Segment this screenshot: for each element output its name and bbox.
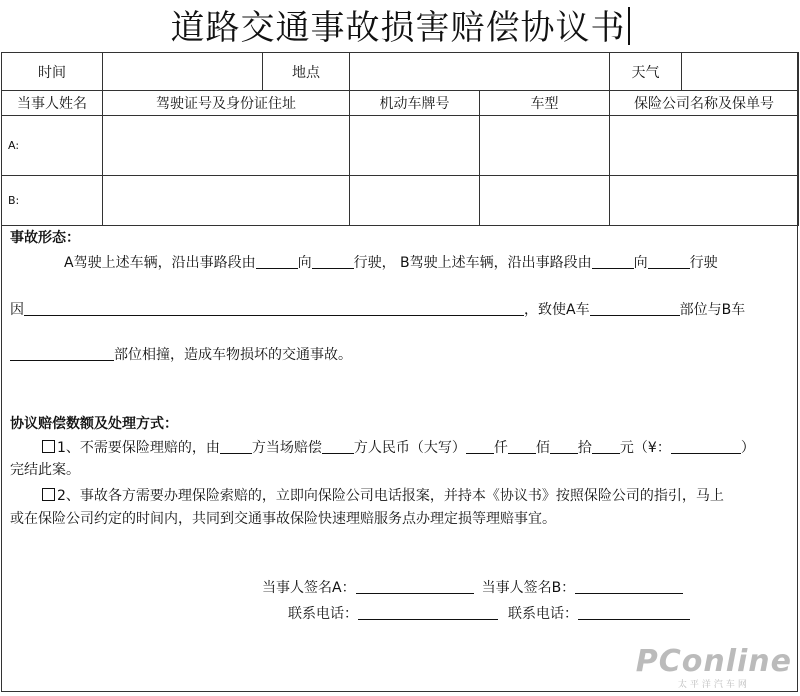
cause-blank[interactable]: [24, 301, 524, 316]
option-1-checkbox[interactable]: [42, 440, 55, 453]
party-a-insurer-field[interactable]: [610, 116, 799, 176]
party-b-insurer-field[interactable]: [610, 176, 799, 226]
payee-blank[interactable]: [322, 439, 354, 454]
party-b-model-field[interactable]: [480, 176, 610, 226]
party-a-plate-field[interactable]: [350, 116, 480, 176]
option-1-line-1: 1、不需要保险理赔的，由 方当场赔偿 方人民币（大写） 仟 佰 拾 元（¥： ）: [42, 438, 755, 458]
party-a-model-field[interactable]: [480, 116, 610, 176]
yuan-blank[interactable]: [592, 439, 620, 454]
party-b-plate-field[interactable]: [350, 176, 480, 226]
location-label: 地点: [263, 53, 350, 91]
option-2-line-2: 或在保险公司约定的时间内，共同到交通事故保险快速理赔服务点办理定损等理赔事宜。: [10, 511, 556, 527]
to-blank-a[interactable]: [312, 254, 354, 269]
bai-blank[interactable]: [508, 439, 536, 454]
signature-a-field[interactable]: [356, 579, 474, 594]
weather-label: 天气: [610, 53, 682, 91]
party-b-license-field[interactable]: [103, 176, 350, 226]
accident-line-1: A驾驶上述车辆，沿出事路段由 向 行驶， B驾驶上述车辆，沿出事路段由 向 行驶: [64, 255, 718, 271]
phone-row: 联系电话： 联系电话：: [288, 604, 690, 624]
header-party-name: 当事人姓名: [2, 91, 103, 116]
site-watermark: [635, 644, 792, 690]
party-a-label: A:: [2, 116, 103, 176]
accident-heading: 事故形态：: [10, 230, 80, 246]
party-a-license-field[interactable]: [103, 116, 350, 176]
location-field[interactable]: [350, 53, 610, 91]
from-blank-a[interactable]: [256, 254, 298, 269]
header-vehicle-model: 车型: [480, 91, 610, 116]
option-2-line-1: 2、事故各方需要办理保险索赔的，立即向保险公司电话报案，并持本《协议书》按照保险公司的指引，马上: [42, 486, 724, 506]
car-a-part-blank[interactable]: [590, 301, 680, 316]
option-2-checkbox[interactable]: [42, 488, 55, 501]
from-blank-b[interactable]: [592, 254, 634, 269]
amount-digits-blank[interactable]: [671, 439, 741, 454]
phone-b-field[interactable]: [578, 605, 690, 620]
accident-line-3: 部位相撞，造成车物损坏的交通事故。: [10, 345, 352, 365]
header-license-id: 驾驶证号及身份证住址: [103, 91, 350, 116]
qian-blank[interactable]: [466, 439, 494, 454]
info-table: [1, 52, 799, 226]
time-label: 时间: [2, 53, 103, 91]
header-insurer-policy: 保险公司名称及保单号: [610, 91, 799, 116]
watermark-caption: 太平洋汽车网: [677, 680, 750, 690]
option-1-line-2: 完结此案。: [10, 462, 80, 478]
signature-row: 当事人签名A： 当事人签名B：: [262, 578, 683, 598]
text-cursor: [628, 7, 630, 45]
to-blank-b[interactable]: [648, 254, 690, 269]
time-field[interactable]: [103, 53, 263, 91]
phone-a-field[interactable]: [358, 605, 498, 620]
accident-line-2: 因 ，致使A车 部位与B车: [10, 302, 746, 318]
car-b-part-blank[interactable]: [10, 346, 114, 361]
signature-b-field[interactable]: [575, 579, 683, 594]
document-title: 道路交通事故损害赔偿协议书: [0, 4, 800, 52]
agreement-heading: 协议赔偿数额及处理方式：: [10, 416, 178, 432]
weather-field[interactable]: [682, 53, 799, 91]
shi-blank[interactable]: [550, 439, 578, 454]
party-b-label: B:: [2, 176, 103, 226]
watermark-logo: PConline: [635, 644, 792, 679]
header-plate-number: 机动车牌号: [350, 91, 480, 116]
payer-blank[interactable]: [220, 439, 252, 454]
